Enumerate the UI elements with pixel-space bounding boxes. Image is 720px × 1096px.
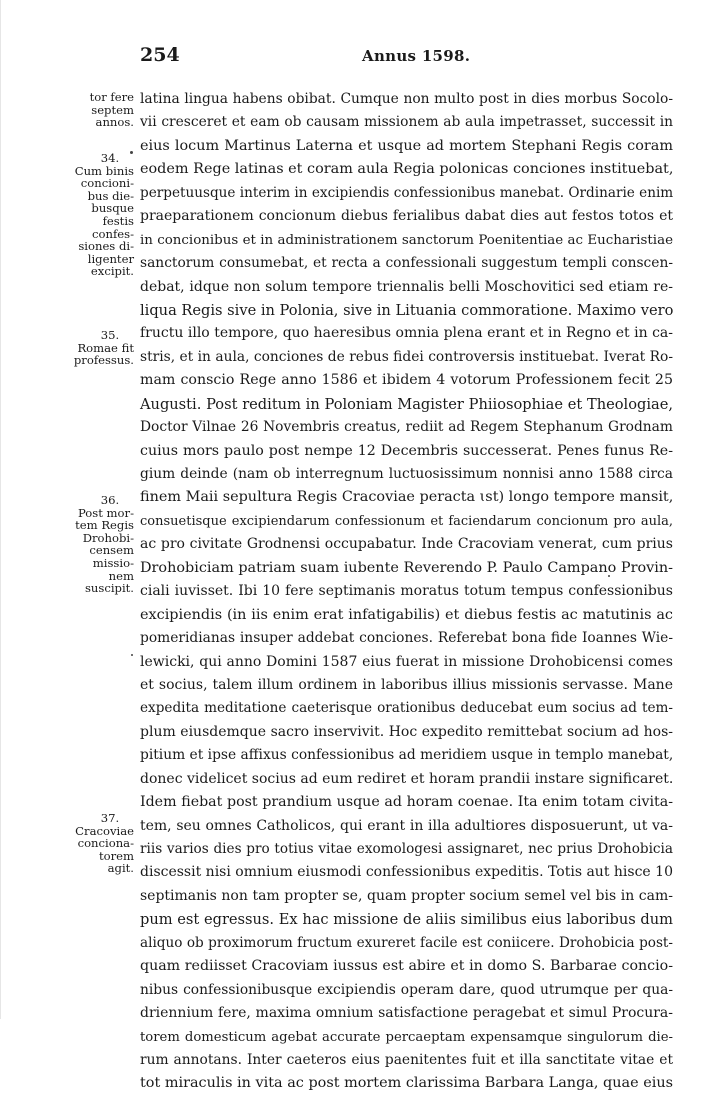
body-line: liqua Regis sive in Polonia, sive in Lituania commoratione. Maximo vero <box>140 301 674 319</box>
body-line: Doctor Vilnae 26 Novembris creatus, rediit ad Regem Stephanum Grodnam <box>140 419 673 436</box>
body-line: plum eiusdemque sacro inservivit. Hoc expedito remittebat socium ad hos- <box>140 723 673 740</box>
body-line: Augusti. Post reditum in Poloniam Magister Phiiosophiae et Theologiae, <box>140 395 673 413</box>
margin-note-line: conciona- <box>77 836 134 851</box>
body-line: perpetuusque interim in excipiendis confessionibus manebat. Ordinarie enim <box>140 184 674 201</box>
body-line: in concionibus et in administrationem sanctorum Poenitentiae ac Eucharistiae <box>140 232 673 248</box>
body-line: expedita meditatione caeterisque orationibus deducebat eum socius ad tem- <box>140 700 673 717</box>
margin-note-34 <box>72 152 134 278</box>
body-line: ac pro civitate Grodnensi occupabatur. Inde Cracoviam venerat, cum prius <box>140 536 673 553</box>
margin-note-line: septem <box>91 102 134 117</box>
body-line: donec videlicet socius ad eum rediret et horam prandii instare significaret. <box>140 770 674 787</box>
body-line: stris, et in aula, conciones de rebus fidei controversis instituebat. Iverat Ro- <box>140 348 673 365</box>
body-line: latina lingua habens obibat. Cumque non multo post in dies morbus Socolo- <box>140 91 673 107</box>
body-line: nibus confessionibusque excipiendis operam dare, quod utrumque per qua- <box>140 981 673 998</box>
body-line: pitium et ipse affixus confessionibus ad meridiem usque in templo manebat, <box>140 747 674 764</box>
body-line: septimanis non tam propter se, quam propter socium semel vel bis in cam- <box>140 887 673 904</box>
body-line: gium deinde (nam ob interregnum luctuosissimum nonnisi anno 1588 circa <box>140 466 673 482</box>
body-line: discessit nisi omnium eiusmodi confessionibus expeditis. Totis aut hisce 10 <box>140 864 673 881</box>
margin-note-36 <box>72 494 134 595</box>
margin-note-line: censem <box>89 543 134 558</box>
body-line: tot miraculis in vita ac post mortem clarissima Barbara Langa, quae eius <box>140 1075 673 1092</box>
margin-note-line: suscipit. <box>84 581 134 596</box>
margin-note-line: torem <box>98 848 134 863</box>
body-line: quam rediisset Cracoviam iussus est abire et in domo S. Barbarae concio- <box>140 958 673 975</box>
margin-note-number: 35. <box>100 328 120 342</box>
print-speck <box>131 654 133 656</box>
body-line: vii cresceret et eam ob causam missionem ab aula impetrasset, successit in <box>140 114 673 131</box>
body-line: Idem fiebat post prandium usque ad horam coenae. Ita enim totam civita- <box>140 794 673 811</box>
margin-note-35 <box>72 329 134 367</box>
body-line: eius locum Martinus Laterna et usque ad mortem Stephani Regis coram <box>140 137 673 154</box>
margin-note-line: Cracoviae <box>75 823 134 838</box>
margin-note-line: excipit. <box>90 264 134 279</box>
body-line: rum annotans. Inter caeteros eius paenitentes fuit et illa sanctitate vitae et <box>140 1051 673 1068</box>
body-line: torem domesticum agebat accurate percaeptam expensamque singulorum die- <box>140 1029 673 1045</box>
body-line: pomeridianas insuper addebat conciones. Referebat bona fide Ioannes Wie- <box>140 630 673 647</box>
margin-note-line: missio- <box>92 555 134 570</box>
body-line: eodem Rege latinas et coram aula Regia polonicas conciones instituebat, <box>140 161 674 178</box>
body-line: excipiendis (in iis enim erat infatigabilis) et diebus festis ac matutinis ac <box>140 606 673 623</box>
margin-note-line: Post mor- <box>77 505 134 520</box>
margin-note-line: tem Regis <box>75 518 134 533</box>
body-line: pum est egressus. Ex hac missione de aliis similibus eius laboribus dum <box>140 911 673 929</box>
margin-note-line: Cum binis <box>74 163 134 178</box>
body-line: tem, seu omnes Catholicos, qui erant in illa adultiores disposuerunt, ut va- <box>140 817 673 834</box>
margin-note-line: bus die- <box>87 188 134 203</box>
margin-note-line: busque <box>91 201 134 216</box>
page-number: 254 <box>140 44 180 66</box>
margin-note-line: festis <box>102 213 134 228</box>
body-line: ciali iuvisset. Ibi 10 fere septimanis moratus totum tempus confessionibus <box>140 583 673 600</box>
body-line: cuius mors paulo post nempe 12 Decembris successerat. Penes funus Re- <box>140 442 673 459</box>
body-line: sanctorum consumebat, et recta a confessionali suggestum templi conscen- <box>140 255 673 272</box>
body-line: consuetisque excipiendarum confessionum et faciendarum concionum pro aula, <box>140 513 673 529</box>
margin-note-line: Romae fit <box>77 340 134 355</box>
margin-note-number: 37. <box>100 811 120 825</box>
body-line: lewicki, qui anno Domini 1587 eius fuerat in missione Drohobicensi comes <box>140 653 673 670</box>
margin-note-line: ligenter <box>87 251 134 266</box>
body-line: riis varios dies pro totius vitae exomologesi assignaret, nec prius Drohobicia <box>140 841 673 857</box>
body-line: finem Maii sepultura Regis Cracoviae peracta ɩst) longo tempore mansit, <box>140 489 674 506</box>
margin-note-number: 36. <box>100 493 120 507</box>
body-line: aliquo ob proximorum fructum exureret facile est coniicere. Drohobicia post- <box>140 934 673 951</box>
margin-note-line: siones di- <box>78 239 134 254</box>
print-speck <box>130 151 133 154</box>
body-text <box>140 88 673 1096</box>
margin-note-line: Drohobi- <box>82 530 134 545</box>
margin-note-37 <box>72 812 134 875</box>
margin-note-line: tor fere <box>89 90 134 104</box>
margin-note-line: annos. <box>95 115 134 130</box>
scan-edge <box>0 0 1 1019</box>
body-line: Drohobiciam patriam suam iubente Reverendo P. Paulo Campano Provin- <box>140 559 673 576</box>
body-line: praeparationem concionum diebus ferialibus dabat dies aut festos totos et <box>140 208 673 225</box>
margin-note-line: nem <box>108 568 134 583</box>
body-line: mam conscio Rege anno 1586 et ibidem 4 votorum Professionem fecit 25 <box>140 372 673 389</box>
body-line: debat, idque non solum tempore triennalis belli Moschovitici sed etiam re- <box>140 278 673 295</box>
margin-note-line: agit. <box>107 861 134 876</box>
margin-note-line: concioni- <box>80 176 134 191</box>
margin-note-line: confes- <box>92 226 134 241</box>
running-head: Annus 1598. <box>362 47 471 65</box>
body-line: fructu illo tempore, quo haeresibus omnia plena erant et in Regno et in ca- <box>140 325 673 342</box>
margin-note-number: 34. <box>100 151 120 165</box>
margin-note-carryover <box>72 91 134 129</box>
body-line: et socius, talem illum ordinem in laboribus illius missionis servasse. Mane <box>140 676 673 693</box>
body-line: driennium fere, maxima omnium satisfactione peragebat et simul Procura- <box>140 1005 673 1022</box>
margin-note-line: professus. <box>73 353 134 368</box>
